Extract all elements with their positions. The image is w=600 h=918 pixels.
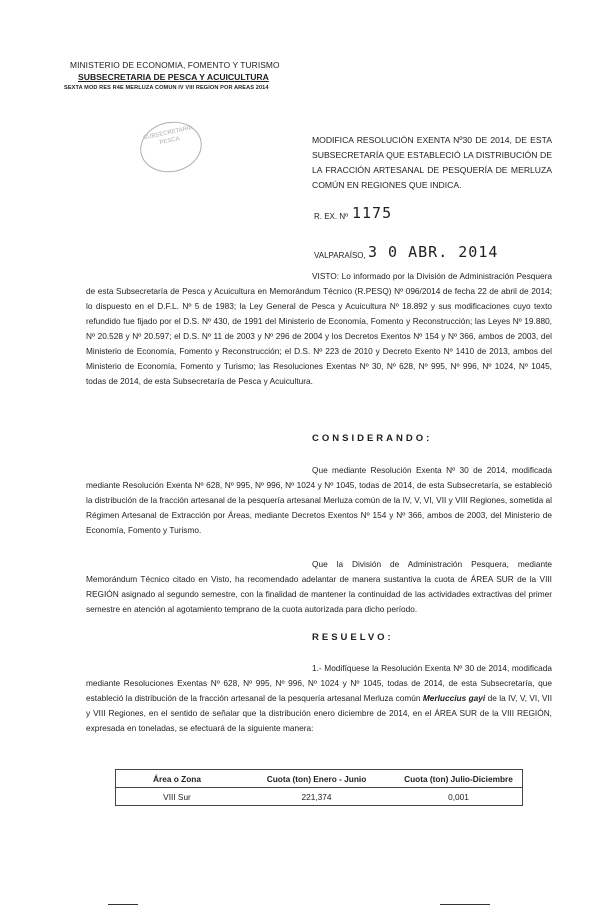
resuelvo-text-b: de la IV, V, VI, VII y VIII Regiones, en el sentido de señalar que la distribución enero diciembre de 2014, en el ÁREA SUR de la VIII REGIÓN, expresada en toneladas, se efectuará de la siguiente manera: xyxy=(86,693,552,733)
resolution-date: 3 0 ABR. 2014 xyxy=(368,243,499,261)
resuelvo-heading: RESUELVO: xyxy=(312,632,394,643)
table-cell-second-half: 0,001 xyxy=(448,791,469,802)
official-stamp xyxy=(135,116,206,178)
table-header-first-half: Cuota (ton) Enero - Junio xyxy=(266,773,367,784)
scan-artifact-line xyxy=(440,904,490,905)
considerando-heading: CONSIDERANDO: xyxy=(312,433,433,444)
resuelvo-text-a: 1.- Modifíquese la Resolución Exenta Nº 30 de 2014, modificada mediante Resoluciones Exentas Nº 628, Nº 995, Nº 996, Nº 1024 y Nº 1045, todas de 2014, de esta Subsecretaría, que estableció la distribución de la fracción artesanal de la pesquería artesanal Merluza común xyxy=(86,663,552,703)
table-cell-first-half: 221,374 xyxy=(301,791,332,802)
considerando-paragraph-1: Que mediante Resolución Exenta Nº 30 de 2014, modificada mediante Resolución Exenta Nº 628, Nº 995, Nº 996, Nº 1024 y Nº 1045, todas de 2014, de esta Subsecretaría, se estableció la distribución de la fracción artesanal de la pesquería artesanal Merluza común de la IV, V, VI, VII y VIII Regiones, sometida al Régimen Artesanal de Extracción por Áreas, mediante Decretos Exentos Nº 154 y Nº 366, ambos de 2003, del Ministerio de Economía, Fomento y Turismo. xyxy=(86,465,552,535)
quota-distribution-table xyxy=(115,769,523,806)
visto-paragraph: VISTO: Lo informado por la División de Administración Pesquera de esta Subsecretaría de Pesca y Acuicultura en Memorándum Técnico (R.PESQ) Nº 096/2014 de fecha 22 de abril de 2014; lo dispuesto en el D.F.L. Nº 5 de 1983; la Ley General de Pesca y Acuicultura Nº 18.892 y sus modificaciones cuyo texto refundido fue fijado por el D.S. Nº 430, de 1991 del Ministerio de Economía, Fomento y Reconstrucción; las Leyes Nº 19.880, Nº 20.528 y Nº 20.597; el D.S. Nº 11 de 2003 y Nº 296 de 2004 y los Decretos Exentos Nº 154 y Nº 366, ambos de 2003, del Ministerio de Economía, Fomento y Reconstrucción; el D.S. Nº 223 de 2010 y Decreto Exento Nº 1410 de 2013, ambos del Ministerio de Economía, Fomento y Turismo; las Resoluciones Exentas Nº 30, Nº 628, Nº 995, Nº 996, Nº 1024, Nº 1045, todas de 2014, de esta Subsecretaría de Pesca y Acuicultura. xyxy=(86,271,552,386)
resuelvo-paragraph-1 xyxy=(86,661,552,736)
table-header-row xyxy=(116,770,523,788)
stamp-text: SUBSECRETARIA PESCA xyxy=(142,125,194,147)
table-cell-area: VIII Sur xyxy=(163,791,191,802)
table-header-area: Área o Zona xyxy=(153,773,201,784)
table-header-second-half: Cuota (ton) Julio-Diciembre xyxy=(404,773,513,784)
scan-artifact-line xyxy=(108,904,138,905)
considerando-paragraph-2: Que la División de Administración Pesquera, mediante Memorándum Técnico citado en Visto, ha recomendado adelantar de manera sustantiva la cuota de ÁREA SUR de la VIII REGIÓN asignado al segundo semestre, con la finalidad de mantener la continuidad de las actividades extractivas del primer semestre en atención al agotamiento temprano de la cuota autorizada para dicho período. xyxy=(86,559,552,614)
document-reference: SEXTA MOD RES R4E MERLUZA COMUN IV VIII REGION POR AREAS 2014 xyxy=(64,85,269,91)
rex-number: 1175 xyxy=(352,204,393,222)
place-label: VALPARAÍSO, xyxy=(314,251,366,260)
resolution-subject: MODIFICA RESOLUCIÓN EXENTA Nº30 DE 2014, DE ESTA SUBSECRETARÍA QUE ESTABLECIÓ LA DISTRIBUCIÓN DE LA FRACCIÓN ARTESANAL DE PESQUERÍA DE MERLUZA COMÚN EN REGIONES QUE INDICA. xyxy=(312,135,552,190)
subsecretaria-header: SUBSECRETARIA DE PESCA Y ACUICULTURA xyxy=(78,72,269,82)
rex-label: R. EX. Nº xyxy=(314,212,349,221)
table-row xyxy=(116,788,523,806)
ministry-header: MINISTERIO DE ECONOMIA, FOMENTO Y TURISMO xyxy=(70,60,280,70)
species-name: Merluccius gayi xyxy=(422,693,486,703)
